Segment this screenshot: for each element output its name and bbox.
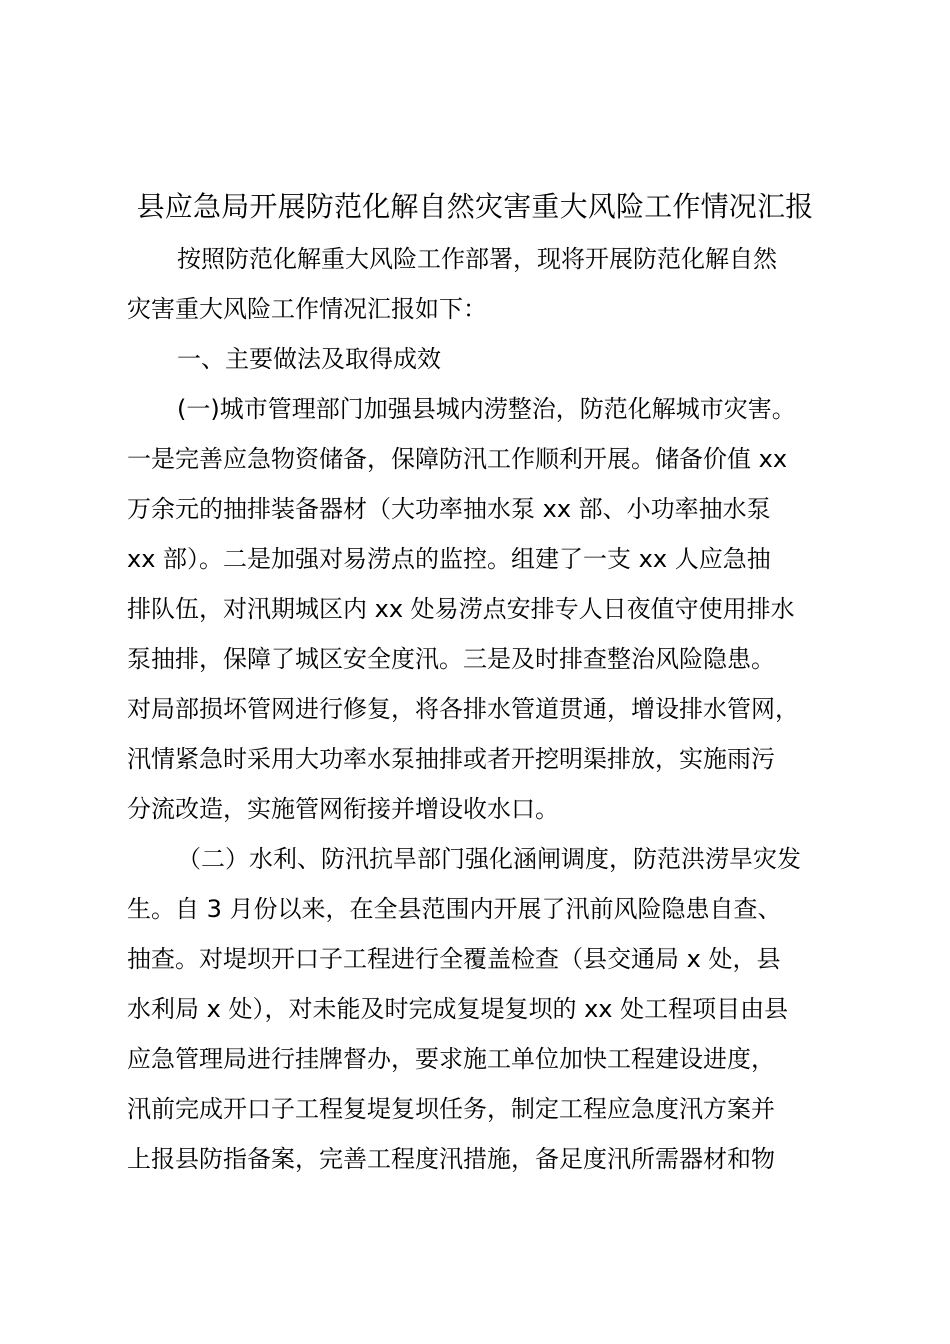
paragraph-line: 汛前完成开口子工程复堤复坝任务，制定工程应急度汛方案并 bbox=[127, 1095, 775, 1123]
paragraph-line: 应急管理局进行挂牌督办，要求施工单位加快工程建设进度， bbox=[127, 1045, 775, 1073]
paragraph-line: 按照防范化解重大风险工作部署，现将开展防范化解自然 bbox=[177, 245, 777, 273]
paragraph-line: 抽查。对堤坝开口子工程进行全覆盖检查（县交通局 x 处，县 bbox=[127, 945, 781, 973]
paragraph-line: 灾害重大风险工作情况汇报如下： bbox=[127, 295, 487, 323]
document-body bbox=[127, 234, 862, 1184]
paragraph-line: 汛情紧急时采用大功率水泵抽排或者开挖明渠排放，实施雨污 bbox=[127, 745, 775, 773]
section-heading: 一、主要做法及取得成效 bbox=[177, 345, 441, 373]
paragraph-line: 对局部损坏管网进行修复，将各排水管道贯通，增设排水管网， bbox=[127, 695, 799, 723]
paragraph-line: 一是完善应急物资储备，保障防汛工作顺利开展。储备价值 xx bbox=[127, 445, 788, 473]
document-title: 县应急局开展防范化解自然灾害重大风险工作情况汇报 bbox=[136, 190, 814, 223]
paragraph-line: 泵抽排，保障了城区安全度汛。三是及时排查整治风险隐患。 bbox=[127, 645, 775, 673]
paragraph-line: 生。自 3 月份以来，在全县范围内开展了汛前风险隐患自查、 bbox=[127, 895, 782, 923]
paragraph-line: 万余元的抽排装备器材（大功率抽水泵 xx 部、小功率抽水泵 bbox=[127, 495, 771, 523]
paragraph-line: 排队伍，对汛期城区内 xx 处易涝点安排专人日夜值守使用排水 bbox=[127, 595, 795, 623]
subsection-heading: （二）水利、防汛抗旱部门强化涵闸调度，防范洪涝旱灾发 bbox=[177, 845, 801, 873]
paragraph-line: 水利局 x 处），对未能及时完成复堤复坝的 xx 处工程项目由县 bbox=[127, 995, 789, 1023]
paragraph-line: 分流改造，实施管网衔接并增设收水口。 bbox=[127, 795, 559, 823]
paragraph-line: 上报县防指备案，完善工程度汛措施，备足度汛所需器材和物 bbox=[127, 1145, 775, 1173]
subsection-heading: (一)城市管理部门加强县城内涝整治，防范化解城市灾害。 bbox=[177, 395, 796, 423]
paragraph-line: xx 部）。二是加强对易涝点的监控。组建了一支 xx 人应急抽 bbox=[127, 545, 771, 573]
